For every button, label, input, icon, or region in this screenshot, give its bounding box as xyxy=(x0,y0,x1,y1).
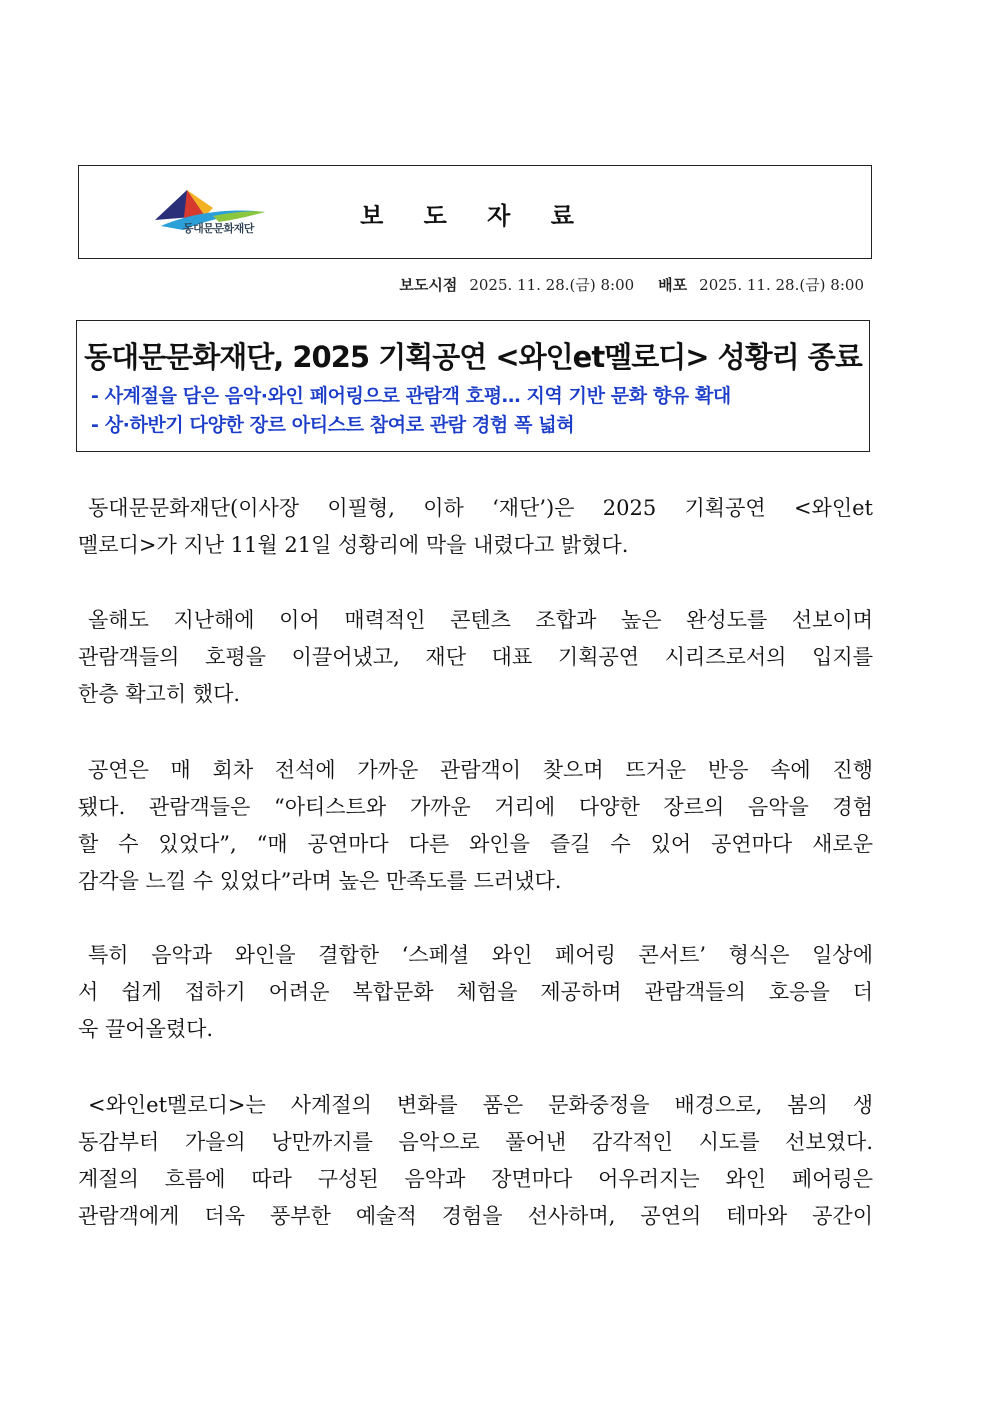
report-time-label: 보도시점 xyxy=(399,276,458,294)
press-release-title: 보 도 자 료 xyxy=(360,201,590,230)
body-paragraph xyxy=(78,602,873,713)
body-line: <와인et멜로디>는 사계절의 변화를 품은 문화중정을 배경으로, 봄의 생 xyxy=(88,1093,873,1117)
body-paragraph xyxy=(78,490,873,564)
body-paragraph xyxy=(78,752,873,900)
body-line: 공연은 매 회차 전석에 가까운 관람객이 찾으며 뜨거운 반응 속에 진행 xyxy=(88,758,873,782)
press-release-header xyxy=(78,165,872,259)
distribution-time-label: 배포 xyxy=(658,276,688,294)
body-line: 동감부터 가을의 낭만까지를 음악으로 풀어낸 감각적인 시도를 선보였다. xyxy=(78,1130,873,1154)
body-line: 관람객에게 더욱 풍부한 예술적 경험을 선사하며, 공연의 테마와 공간이 xyxy=(78,1204,873,1228)
body-line: 멜로디>가 지난 11월 21일 성황리에 막을 내렸다고 밝혔다. xyxy=(78,533,629,557)
distribution-time-value: 2025. 11. 28.(금) 8:00 xyxy=(699,276,864,294)
body-line: 계절의 흐름에 따라 구성된 음악과 장면마다 어우러지는 와인 페어링은 xyxy=(78,1167,873,1191)
headline-box xyxy=(76,320,870,452)
body-line: 할 수 있었다”, “매 공연마다 다른 와인을 즐길 수 있어 공연마다 새로운 xyxy=(78,832,873,856)
body-paragraph xyxy=(78,937,873,1048)
foundation-logo-text: 동대문문화재단 xyxy=(183,222,254,235)
body-line: 동대문문화재단(이사장 이필형, 이하 ‘재단’)은 2025 기획공연 <와인et xyxy=(88,496,873,520)
body-line: 욱 끌어올렸다. xyxy=(78,1017,214,1041)
body-line: 한층 확고히 했다. xyxy=(78,682,241,706)
release-time-line xyxy=(399,274,864,295)
body-line: 감각을 느낄 수 있었다”라며 높은 만족도를 드러냈다. xyxy=(78,869,562,893)
headline-subtitle: - 상·하반기 다양한 장르 아티스트 참여로 관람 경험 폭 넓혀 xyxy=(91,414,575,436)
headline-subtitle: - 사계절을 담은 음악·와인 페어링으로 관람객 호평… 지역 기반 문화 향유 확대 xyxy=(91,385,731,407)
body-line: 됐다. 관람객들은 “아티스트와 가까운 거리에 다양한 장르의 음악을 경험 xyxy=(78,795,873,819)
body-paragraph xyxy=(78,1087,873,1235)
headline-title: 동대문문화재단, 2025 기획공연 <와인et멜로디> 성황리 종료 xyxy=(84,340,862,374)
body-line: 올해도 지난해에 이어 매력적인 콘텐츠 조합과 높은 완성도를 선보이며 xyxy=(88,608,873,632)
report-time-value: 2025. 11. 28.(금) 8:00 xyxy=(469,276,635,294)
body-line: 특히 음악과 와인을 결합한 ‘스페셜 와인 페어링 콘서트’ 형식은 일상에 xyxy=(88,943,873,967)
body-line: 서 쉽게 접하기 어려운 복합문화 체험을 제공하며 관람객들의 호응을 더 xyxy=(78,980,873,1004)
body-line: 관람객들의 호평을 이끌어냈고, 재단 대표 기획공연 시리즈로서의 입지를 xyxy=(78,645,873,669)
